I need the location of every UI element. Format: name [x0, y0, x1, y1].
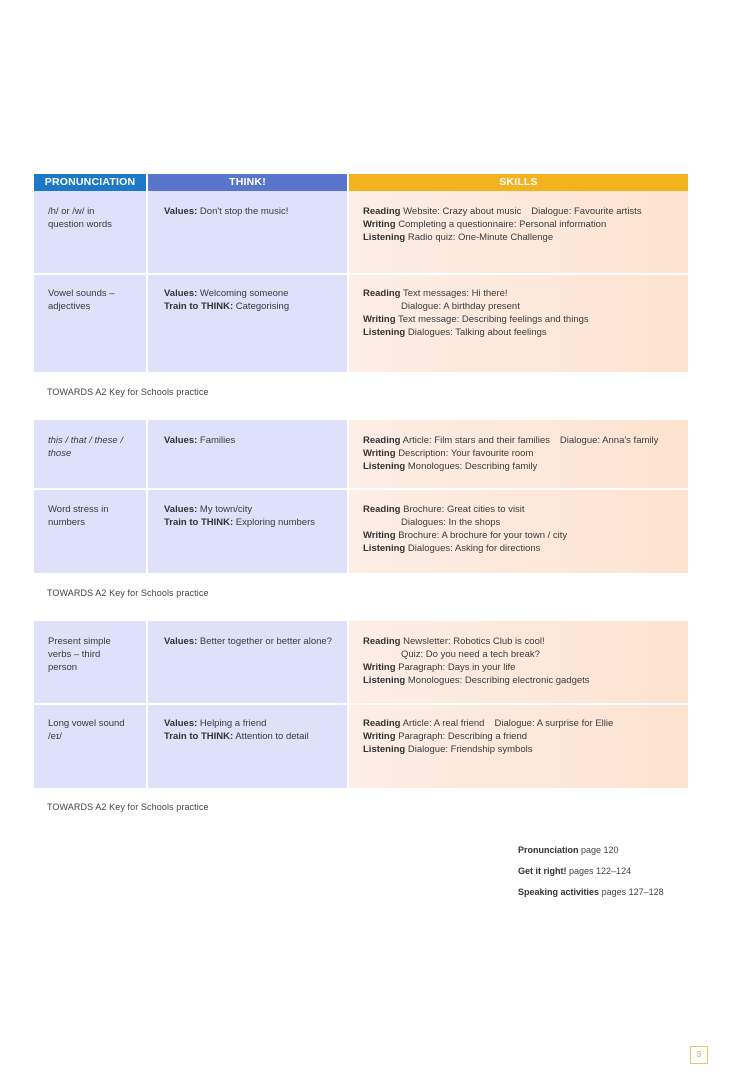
- table-cell-skills: Reading Article: Film stars and their families Dialogue: Anna's family Writing Description: Your favourite room Listening Monologues: Describing family: [363, 435, 659, 472]
- page-number: 3: [690, 1046, 708, 1064]
- header-think: THINK!: [148, 174, 347, 191]
- think-column: [148, 420, 347, 573]
- unit-1-block: [34, 191, 688, 372]
- table-cell-skills: Reading Website: Crazy about music Dialogue: Favourite artists Writing Completing a questionnaire: Personal information Listening Radio quiz: One-Minute Challenge: [363, 206, 642, 243]
- header-skills: SKILLS: [349, 174, 688, 191]
- reference-speaking-activities: Speaking activities pages 127–128: [518, 887, 664, 897]
- skills-column: [349, 420, 688, 573]
- skills-column: [349, 621, 688, 788]
- table-cell-pronunciation: /h/ or /w/ in question words: [48, 206, 112, 230]
- table-cell-pronunciation: Vowel sounds – adjectives: [48, 288, 115, 312]
- towards-practice-label: TOWARDS A2 Key for Schools practice: [47, 387, 209, 397]
- table-cell-pronunciation: Word stress in numbers: [48, 504, 109, 528]
- table-cell-pronunciation: Long vowel sound /eɪ/: [48, 718, 125, 742]
- table-cell-think: Values: Welcoming someone Train to THINK: Categorising: [164, 288, 290, 312]
- pronunciation-column: [34, 420, 146, 573]
- reference-pronunciation: Pronunciation page 120: [518, 845, 619, 855]
- pronunciation-column: [34, 191, 146, 372]
- table-cell-think: Values: My town/city Train to THINK: Exploring numbers: [164, 504, 315, 528]
- towards-practice-label: TOWARDS A2 Key for Schools practice: [47, 588, 209, 598]
- think-column: [148, 191, 347, 372]
- think-column: [148, 621, 347, 788]
- table-cell-think: Values: Don't stop the music!: [164, 206, 289, 217]
- page-references: [518, 840, 664, 903]
- towards-practice-label: TOWARDS A2 Key for Schools practice: [47, 802, 209, 812]
- unit-2-block: [34, 420, 688, 573]
- reference-get-it-right: Get it right! pages 122–124: [518, 866, 632, 876]
- table-cell-skills: Reading Article: A real friend Dialogue: A surprise for Ellie Writing Paragraph: Describing a friend Listening Dialogue: Friendship symbols: [363, 718, 614, 755]
- skills-column: [349, 191, 688, 372]
- table-cell-pronunciation: Present simple verbs – third person: [48, 636, 111, 673]
- unit-3-block: [34, 621, 688, 788]
- table-header: [34, 174, 688, 191]
- table-cell-think: Values: Helping a friend Train to THINK: Attention to detail: [164, 718, 309, 742]
- pronunciation-column: [34, 621, 146, 788]
- table-cell-skills: Reading Brochure: Great cities to visit Dialogues: In the shops Writing Brochure: A brochure for your town / city Listening Dialogues: Asking for directions: [363, 504, 568, 554]
- table-cell-pronunciation: this / that / these / those: [48, 435, 123, 459]
- header-pronunciation: PRONUNCIATION: [34, 174, 146, 191]
- table-cell-think: Values: Families: [164, 435, 236, 446]
- table-cell-skills: Reading Newsletter: Robotics Club is cool! Quiz: Do you need a tech break? Writing Paragraph: Days in your life Listening Monologues: Describing electronic gadgets: [363, 636, 590, 686]
- table-cell-think: Values: Better together or better alone?: [164, 636, 332, 647]
- table-cell-skills: Reading Text messages: Hi there! Dialogue: A birthday present Writing Text message: Describing feelings and things Listening Dialogues: Talking about feelings: [363, 288, 589, 338]
